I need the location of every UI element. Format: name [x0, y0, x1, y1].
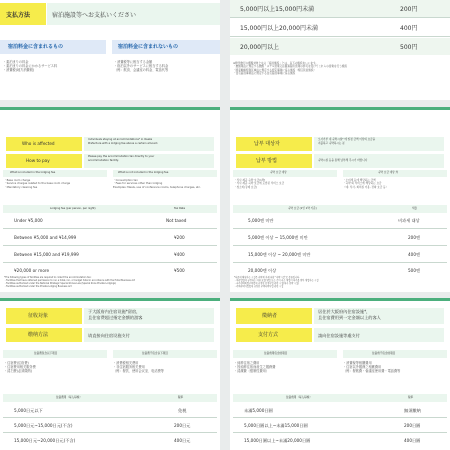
note-line: ・주택숙박사업법에 규정된 주택숙박사업 관련 시설 [234, 284, 284, 288]
divider [3, 228, 217, 229]
not-included-list [343, 179, 388, 189]
list-item: ・Mandatory cleaning fee [4, 185, 38, 189]
panel-japanese-payment [0, 0, 220, 100]
list-item: Examples: Meals, use of conference rooms, telephone charges, etc. [113, 185, 201, 189]
list-item: ・Consumption tax [113, 179, 138, 182]
how-text-line: accommodation facility. [88, 159, 119, 162]
table-cell-range: 5,000日圓以上~未滿15,000日圓 [244, 423, 308, 428]
who-text-line: 오사카부 내 숙박시설* 에 일정 금액 이상의 요금을 [318, 138, 376, 141]
note-line: ・住宅宿泊事業法に規定する住宅宿泊事業に係る施設 [233, 72, 296, 76]
divider [3, 432, 217, 433]
table-cell-range: 15,000日圓以上~未滿20,000日圓 [244, 438, 311, 443]
tax-row-range: 15,000円以上20,000円未満 [240, 25, 318, 32]
not-included-list [113, 361, 164, 374]
col-fee-header: 住宿费用（每人每晚） [56, 396, 82, 399]
who-text-line: Individuals staying at accommodations* in Osaka [88, 138, 153, 141]
facility-notes [233, 62, 347, 76]
included-head: 住宿費用包含的項目 [264, 352, 288, 355]
table-cell-range: 未滿5,000日圓 [244, 408, 273, 413]
list-item: ・Service charges related to the base room charge [4, 182, 71, 186]
panel-japanese-tax [230, 0, 450, 100]
list-item: ・청소비(강제 요금) [234, 185, 257, 189]
col-tax-header: Tax Rate [174, 207, 186, 210]
list-item: ・宿泊以外のサービスに相当する料金 [114, 64, 169, 69]
table-cell-range: Under ¥5,000 [14, 218, 43, 223]
how-text-line: 숙박시설 등을 통해 납부해 주시기 바랍니다 [318, 159, 368, 162]
panel-chinese-traditional [230, 298, 450, 450]
top-accent [230, 298, 450, 301]
included-head: What is included in the lodging fee [10, 171, 56, 174]
list-item: ・住宿以外服務之相應費用 [343, 365, 382, 370]
note-line: ・旅館業法に規定する旅館・ホテル営業又は簡易宿所営業の許可を受けてこれらの営業を行う施設 [233, 65, 347, 69]
how-label: 납부 방법 [256, 158, 277, 164]
table-cell-range: 15,000日元~20,000日元(不含) [14, 438, 76, 443]
list-item: ・住宿费用相关服务费 [4, 365, 36, 370]
list-item: ・純粹住宿之費用 [234, 361, 260, 365]
list-item: ・消費稅等相關費用 [343, 361, 372, 365]
table-cell-range: Between ¥5,000 and ¥14,999 [14, 235, 77, 240]
not-included-head: 宿泊料金に含まれないもの [118, 44, 179, 50]
how-text-line: 请直接向住宿设施支付 [88, 333, 130, 338]
not-included-head: What is not included in the lodging fee [118, 171, 169, 174]
tax-row-value: 400円 [400, 25, 418, 32]
list-item: ・素泊まりの料金 [3, 60, 29, 64]
included-list [4, 361, 36, 374]
divider [230, 17, 450, 18]
who-label: 徵納者 [262, 313, 278, 319]
top-accent [230, 107, 450, 110]
table-cell-tax: 400日元 [174, 438, 191, 443]
note-line: ・여관업법에 규정하는 여관·호텔 영업 또는 간이 숙소 영업의 허가를 받아 영업하는 시설 [234, 278, 319, 282]
divider [233, 417, 447, 418]
not-included-head: 숙박 요금 대상 外 [378, 171, 399, 174]
list-item: （예: 식사, 회의실 이용, 전화 요금 등） [343, 185, 389, 189]
list-item: （例：餐飲費・會議室使用費・電話費等 [343, 369, 401, 374]
table-header [3, 394, 217, 402]
panel-chinese-simplified [0, 298, 220, 450]
how-label: 支付方式 [258, 332, 279, 338]
how-text-line: Please pay the accommodation tax directly to your [88, 155, 155, 158]
panel-korean [230, 107, 450, 292]
who-text-line: 且住宿費用到一定金額以上的客人 [318, 315, 381, 320]
who-text-line: 且住宿费超过指定金额的游客 [88, 315, 143, 320]
included-head: 住宿费包含以下项目 [34, 352, 58, 355]
divider [230, 36, 450, 37]
pay-method-label: 支払方法 [6, 12, 31, 19]
table-cell-tax: 비과세 대상 [398, 218, 420, 223]
table-cell-tax: 200엔 [408, 235, 421, 240]
list-item: ・Base room charge [4, 179, 31, 182]
list-item: ・소비세 등에 해당하는 금액 [343, 179, 376, 182]
included-list [234, 179, 284, 189]
included-list [234, 361, 275, 374]
table-cell-range: 5,000엔 미만 [248, 218, 274, 223]
list-item: ・Fees for services other than lodging [113, 182, 163, 186]
table-cell-tax: 400엔 [408, 252, 421, 257]
list-item: ・消費税等に相当する金額 [114, 60, 153, 64]
col-fee-header: 住宿費用（每人每晚） [286, 396, 312, 399]
panel-english [0, 107, 220, 292]
table-cell-tax: 無須繳納 [404, 408, 421, 413]
not-included-list [114, 60, 168, 73]
col-tax-header: 税率 [178, 396, 184, 399]
how-label: 缴纳方法 [28, 332, 49, 338]
included-list [3, 60, 57, 73]
table-cell-tax: 免税 [178, 408, 187, 413]
list-item: ・消费税相关费用 [113, 361, 139, 365]
divider [3, 262, 217, 263]
list-item: ・식사 제공 숙박 요금(1박) [234, 179, 266, 182]
table-cell-tax: ¥400 [174, 252, 185, 257]
table-cell-range: 5,000日元以下 [14, 408, 43, 413]
table-cell-range: ¥20,000 or more [14, 268, 50, 273]
who-label: 납부 대상자 [254, 141, 280, 147]
who-text-line: 于大阪府内住宿设施*留宿， [88, 309, 141, 314]
col-tax-header: 세율 [412, 207, 418, 210]
note-line: ・国家戦略特別区域法に規定する認定事業に係る施設（特区民泊施設） [233, 68, 316, 72]
table-cell-range: 5,000엔 이상 ~ 15,000엔 미만 [248, 235, 308, 240]
table-cell-tax: Not taxed [166, 218, 187, 223]
divider [3, 417, 217, 418]
tax-row-value: 500円 [400, 44, 418, 51]
col-fee-header: 숙박 요금 (1인 1박 기준) [288, 207, 317, 210]
tax-row-range: 20,000円以上 [240, 44, 279, 51]
table-cell-range: Between ¥15,000 and ¥19,999 [14, 252, 79, 257]
note-line: ※修学旅行の課税対象となる「宿泊施設」とは、以下の施設をいいます。 [233, 62, 318, 65]
col-fee-header: Lodging fee (per person, per night) [50, 207, 96, 210]
not-included-head: 住宿費不包含的項目 [372, 352, 396, 355]
note-line: ・국가전략특별구역법에 규정된 인정사업 관련 시설(특구 민박 시설) [234, 281, 300, 285]
table-cell-range: 20,000엔 이상 [248, 268, 277, 273]
included-head: 숙박 요금 대상 [270, 171, 287, 174]
included-list [4, 179, 70, 189]
note-line: ・Facilities authorized under the National Strategic Special Zones Law (Special Zone Private Lodgings) [4, 281, 117, 285]
note-line: ・Facilities authorized under the Private Lodging Business Act [4, 284, 72, 288]
table-cell-range: 5,000日元~15,000日元(不含) [14, 423, 73, 428]
table-cell-tax: 500엔 [408, 268, 421, 273]
list-item: ・清扫费(必须缴纳) [4, 369, 32, 374]
table-cell-tax: 400日圓 [404, 438, 421, 443]
who-label: 征收対象 [28, 313, 49, 319]
who-text-line: Prefecture with a lodging fee above a certain amount. [88, 142, 159, 145]
not-included-list [113, 179, 201, 189]
pay-method-text: 宿泊施設等へお支払いください [52, 12, 137, 19]
who-text-line: 지불하고 숙박하시는 분 [318, 142, 345, 145]
divider [233, 228, 447, 229]
list-item: ・清潔費（強制性費用） [234, 369, 270, 374]
how-text-line: 請向住宿設施等處支付 [318, 333, 360, 338]
who-label: Who is affected [22, 141, 55, 146]
divider [233, 245, 447, 246]
top-accent [0, 107, 220, 110]
list-item: ・素泊まりの料金にかかるサービス料 [3, 64, 58, 69]
note-line: *다음에 해당하는 시설은 숙박세 과세 대상 "숙박시설"로 분류됩니다. [234, 276, 300, 279]
note-line: *The following types of facilities are required to collect the accommodation tax: [4, 276, 92, 279]
who-text-line: 居住於大阪府內住宿設施*， [318, 309, 371, 314]
not-included-head: 住宿费不包含以下项目 [142, 352, 168, 355]
list-item: ・숙박 외 서비스에 해당하는 요금 [343, 182, 382, 186]
tax-row-range: 5,000円以上15,000円未満 [240, 6, 315, 13]
top-accent [0, 298, 220, 301]
list-item: ・住宿费(住宿费) [4, 361, 29, 365]
list-item: （例：餐饮、使用会议室、电话费等 [113, 369, 164, 374]
facility-notes [234, 277, 319, 289]
table-cell-tax: 200日元 [174, 423, 191, 428]
how-label: How to pay [26, 158, 50, 163]
list-item: ・消費税(地方消費税) [3, 68, 35, 73]
divider [233, 262, 447, 263]
included-head: 宿泊料金に含まれるもの [8, 44, 64, 50]
table-cell-range: 15,000엔 이상 ~ 20,000엔 미만 [248, 252, 311, 257]
divider [3, 245, 217, 246]
facility-notes [4, 277, 135, 289]
list-item: ・因純粹住宿而產生之服務費 [234, 365, 276, 370]
table-header [233, 394, 447, 402]
table-cell-tax: ¥500 [174, 268, 185, 273]
list-item: ・식사 제공 숙박 요금에 포함된 서비스 요금 [234, 182, 285, 186]
not-included-list [343, 361, 400, 374]
table-cell-tax: ¥200 [174, 235, 185, 240]
tax-row-value: 200円 [400, 6, 418, 13]
divider [233, 432, 447, 433]
col-tax-header: 稅率 [408, 396, 414, 399]
list-item: （例：飲食、会議室の料金、電話代等 [114, 68, 169, 73]
note-line: ・Facilities that have obtained permission to run a hotel, inn, or budget hotel in accordance with the Hotel Business Act [4, 278, 136, 282]
table-cell-tax: 200日圓 [404, 423, 421, 428]
list-item: ・非住宿服务相关费用 [113, 365, 145, 370]
